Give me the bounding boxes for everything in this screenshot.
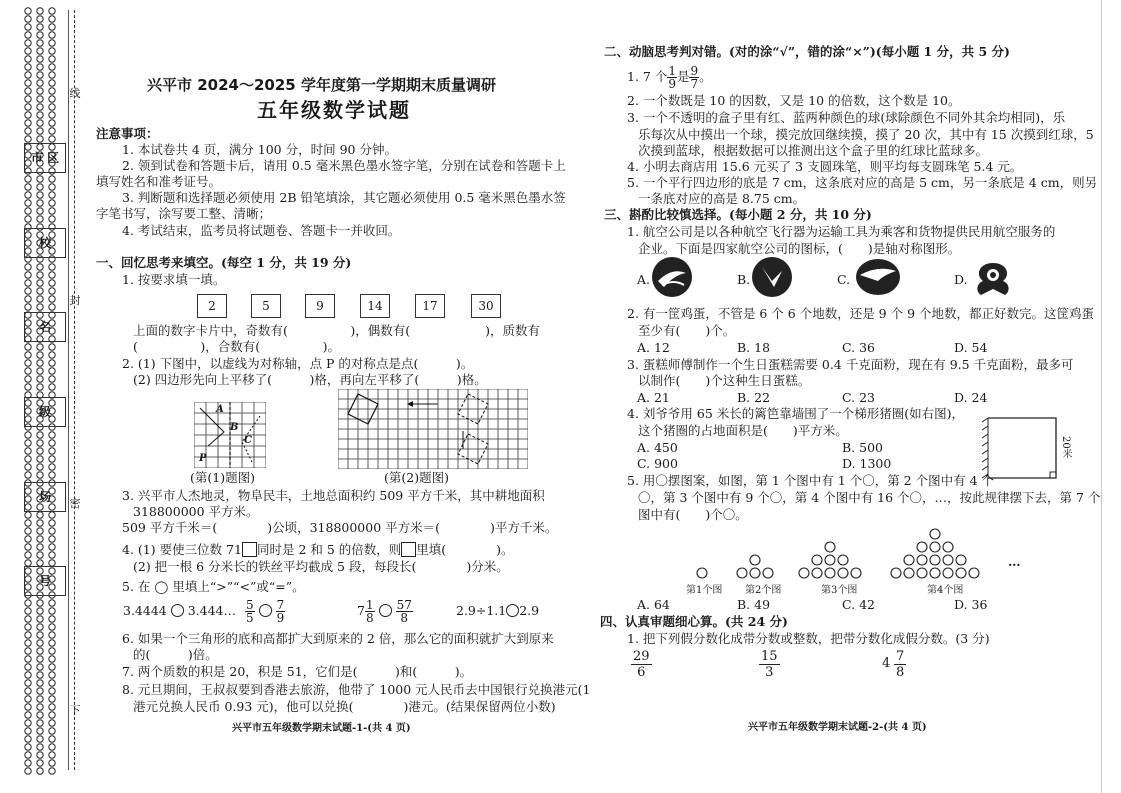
airline-logo-c — [856, 259, 900, 295]
fold-mark-below: 下 — [69, 704, 81, 717]
choice-5-line-1: 5. 用〇摆图案，如图，第 1 个图中有 1 个〇，第 2 个图中有 4 个 — [627, 473, 994, 488]
point-label-c: C — [244, 435, 252, 446]
number-card: 14 — [360, 294, 390, 318]
point-label-p: P — [199, 453, 207, 464]
q4-text-a: 4. (1) 要使三位数 71 — [122, 542, 242, 557]
compare-right-value: 3.444… — [187, 603, 237, 618]
pattern-circle — [943, 555, 953, 565]
figure-1-caption: (第(1)题图) — [190, 470, 255, 485]
option-d[interactable]: D. 24 — [954, 390, 988, 405]
compare-circle[interactable] — [259, 604, 272, 617]
section-1-heading: 一、回忆思考来填空。(每空 1 分，共 19 分) — [96, 255, 352, 270]
pattern-circle — [956, 555, 966, 565]
pattern-circle — [825, 568, 835, 578]
field-exam-room[interactable]: 场 — [24, 482, 66, 512]
compare-right-value: 2.9 — [519, 603, 540, 618]
improper-fraction-2: 15 3 — [761, 649, 778, 680]
section-2-heading: 二、动脑思考判对错。(对的涂“√”，错的涂“×”)(每小题 1 分，共 5 分) — [604, 44, 1010, 59]
fraction: $\frac{9}{7}$ — [690, 64, 699, 91]
compare-left-value: 3.4444 — [123, 603, 167, 618]
q6-line-1: 6. 如果一个三角形的底和高都扩大到原来的 2 倍，那么它的面积就扩大到原来 — [122, 631, 554, 646]
option-a-label[interactable]: A. — [637, 272, 651, 287]
compare-circle[interactable] — [171, 604, 184, 617]
pattern-circle — [943, 542, 953, 552]
q1-line-2: ( )，合数有( )。 — [133, 339, 341, 354]
pattern-circle — [812, 568, 822, 578]
pattern-circle — [812, 555, 822, 565]
number-card: 5 — [251, 294, 281, 318]
circle-pattern-figure — [680, 520, 1020, 584]
q8-line-1: 8. 元旦期间，王叔叔要到香港去旅游，他带了 1000 元人民币去中国银行兑换港元(1 — [122, 682, 591, 697]
option-c[interactable]: C. 42 — [842, 597, 875, 612]
pattern-circle — [956, 568, 966, 578]
judge-2: 2. 一个数既是 10 的因数，又是 10 的倍数，这个数是 10。 — [627, 93, 961, 108]
pattern-circle — [838, 555, 848, 565]
point-label-a: A — [216, 404, 224, 415]
pattern-circle — [917, 568, 927, 578]
judge-5-line-2: 一条底对应的高是 8.75 cm。 — [638, 191, 806, 206]
pattern-circle — [799, 568, 809, 578]
pattern-circle — [838, 568, 848, 578]
option-d[interactable]: D. 1300 — [842, 456, 892, 471]
fraction: $\frac{1}{9}$ — [668, 64, 676, 91]
q7: 7. 两个质数的积是 20，积是 51，它们是( )和( )。 — [122, 664, 473, 679]
option-a[interactable]: A. 450 — [637, 440, 678, 455]
q4-part-1 — [122, 542, 514, 557]
section-3-heading: 三、斟酌比较慎选择。(每小题 2 分，共 10 分) — [604, 207, 872, 222]
option-a[interactable]: A. 12 — [637, 340, 670, 355]
fraction: $\frac{7}{9}$ — [276, 598, 285, 625]
q3-line-2: 318800000 平方米。 — [133, 504, 259, 519]
compare-item-4 — [456, 604, 539, 618]
pattern-circle — [943, 568, 953, 578]
choice-2-line-2: 至少有( )个。 — [638, 323, 736, 338]
compare-item-3 — [357, 598, 413, 624]
fraction: $\frac{57}{8}$ — [396, 598, 412, 625]
pattern-circle — [930, 568, 940, 578]
option-d[interactable]: D. 36 — [954, 597, 988, 612]
q4-text-c: 里填( )。 — [416, 542, 514, 557]
improper-fraction-1: 29 6 — [633, 649, 650, 680]
pattern-circle — [737, 568, 747, 578]
fold-mark-seal: 封 — [69, 294, 81, 307]
option-c[interactable]: C. 900 — [637, 456, 678, 471]
field-district[interactable]: 市 区 — [24, 143, 66, 173]
left-page-footer: 兴平市五年级数学期末试题-1-(共 4 页) — [232, 723, 411, 734]
q6-line-2: 的( )倍。 — [133, 647, 218, 662]
number-card: 9 — [305, 294, 335, 318]
choice-5-line-3: 图中有( )个〇。 — [638, 507, 748, 522]
judge-1: 1. 7 个 $\frac{1}{9}$ 是 $\frac{9}{7}$ 。 — [627, 64, 712, 91]
mixed-whole: 4 — [882, 656, 891, 671]
pattern-caption-1: 第1个图 — [686, 585, 723, 596]
pattern-circle — [891, 568, 901, 578]
note-2-cont: 填写姓名和准考证号。 — [96, 174, 222, 189]
number-card: 17 — [415, 294, 445, 318]
pattern-circle — [750, 555, 760, 565]
choice-5-line-2: 〇，第 3 个图中有 9 个〇，第 4 个图中有 16 个〇，…，按此规律摆下去，第 7 个 — [638, 490, 1101, 505]
digit-box — [242, 542, 257, 557]
q5-prompt: 5. 在 ◯ 里填上“>”“<”或“=”。 — [122, 579, 305, 594]
side-length-label: 20米 — [1060, 436, 1071, 459]
exam-title: 兴平市 2024～2025 学年度第一学期期末质量调研 — [147, 76, 496, 94]
pattern-caption-2: 第2个图 — [745, 585, 782, 596]
option-c-label[interactable]: C. — [837, 272, 851, 287]
choice-3-line-2: 以制作( )个这种生日蛋糕。 — [638, 373, 811, 388]
option-d-label[interactable]: D. — [954, 272, 968, 287]
option-b[interactable]: B. 500 — [842, 440, 883, 455]
field-seat-number[interactable]: 号 — [24, 566, 66, 596]
mixed-whole: 7 — [357, 603, 365, 618]
compare-circle[interactable] — [506, 604, 519, 617]
option-a[interactable]: A. 64 — [637, 597, 670, 612]
judge-3-line-2: 乐每次从中摸出一个球，摸完放回继续摸，摸了 20 次，其中有 15 次摸到红球，5 — [638, 127, 1094, 142]
choice-4-line-2: 这个猪圈的占地面积是( )平方米。 — [638, 423, 848, 438]
field-class[interactable]: 级 — [24, 397, 66, 427]
compare-left-value: 2.9÷1.1 — [456, 603, 507, 618]
option-c[interactable]: C. 23 — [842, 390, 875, 405]
airline-logo-d — [969, 259, 1017, 299]
pattern-circle — [930, 542, 940, 552]
option-d[interactable]: D. 54 — [954, 340, 988, 355]
pattern-circle — [930, 555, 940, 565]
pattern-caption-4: 第4个图 — [927, 585, 964, 596]
right-page — [580, 0, 1121, 793]
pattern-circle — [904, 555, 914, 565]
q1-prompt: 1. 按要求填一填。 — [122, 272, 226, 287]
judge-4: 4. 小明去商店用 15.6 元买了 3 支圆珠笔，则平均每支圆珠笔 5.4 元。 — [627, 159, 1023, 174]
pattern-circle — [930, 529, 940, 539]
q3-line-3: 509 平方千米＝( )公顷，318800000 平方米＝( )平方千米。 — [122, 520, 558, 535]
pattern-circle — [763, 568, 773, 578]
pattern-circle — [825, 555, 835, 565]
field-school[interactable]: 校 — [24, 228, 66, 258]
compare-item-1 — [123, 604, 236, 618]
subject-title: 五年级数学试题 — [257, 98, 411, 122]
pattern-circle — [750, 568, 760, 578]
point-label-b: B — [230, 422, 239, 433]
choice-1-line-2: 企业。下面是四家航空公司的图标，( )是轴对称图形。 — [638, 241, 961, 256]
pattern-circle — [969, 568, 979, 578]
fold-mark-line: 线 — [69, 87, 81, 100]
option-b-label[interactable]: B. — [737, 272, 751, 287]
notes-heading: 注意事项： — [96, 126, 159, 141]
pattern-circle — [697, 568, 707, 578]
figure-2-caption: (第(2)题图) — [384, 470, 449, 485]
q2-part-1: 2. (1) 下图中，以虚线为对称轴，点 P 的对称点是点( )。 — [122, 356, 474, 371]
compare-item-2 — [245, 598, 285, 624]
calc-q1-prompt: 1. 把下列假分数化成带分数或整数，把带分数化成假分数。(3 分) — [627, 631, 990, 646]
q4-part-2: (2) 把一根 6 分米长的铁丝平均截成 5 段，每段长( )分米。 — [133, 559, 509, 574]
judge-5-line-1: 5. 一个平行四边形的底是 7 cm，这条底对应的高是 5 cm，另一条底是 4 cm，则另 — [627, 175, 1098, 190]
choice-1-line-1: 1. 航空公司是以各种航空飞行器为运输工具为乘客和货物提供民用航空服务的 — [627, 224, 1056, 239]
right-page-footer: 兴平市五年级数学期末试题-2-(共 4 页) — [748, 722, 927, 733]
pattern-circle — [825, 542, 835, 552]
digit-box — [401, 542, 416, 557]
fold-mark-secret: 密 — [69, 497, 81, 510]
note-2: 2. 领到试卷和答题卡后，请用 0.5 毫米黑色墨水签字笔，分别在试卷和答题卡上 — [122, 158, 566, 173]
pattern-circle — [904, 568, 914, 578]
option-c[interactable]: C. 36 — [842, 340, 875, 355]
number-card: 2 — [197, 294, 227, 318]
compare-circle[interactable] — [379, 604, 392, 617]
option-b[interactable]: B. 22 — [737, 390, 771, 405]
pattern-caption-3: 第3个图 — [821, 585, 858, 596]
note-3: 3. 判断题和选择题必须使用 2B 铅笔填涂，其它题必须使用 0.5 毫米黑色墨水签 — [122, 190, 566, 205]
pattern-ellipsis: … — [1008, 554, 1021, 569]
pattern-circle — [917, 542, 927, 552]
fraction: $\frac{5}{5}$ — [246, 598, 254, 625]
mixed-fraction-part: 7 8 — [896, 649, 905, 680]
airline-logo-a — [652, 257, 692, 297]
choice-3-line-1: 3. 蛋糕师傅制作一个生日蛋糕需要 0.4 千克面粉，现在有 9.5 千克面粉，最多可 — [627, 357, 1074, 372]
q1-line-1: 上面的数字卡片中，奇数有( )，偶数有( )，质数有 — [133, 323, 541, 338]
translation-grid-figure — [338, 389, 528, 469]
fraction: $\frac{1}{8}$ — [365, 598, 374, 625]
pattern-circle — [917, 555, 927, 565]
note-4: 4. 考试结束，监考员将试题卷、答题卡一并收回。 — [122, 223, 401, 238]
q4-text-b: 同时是 2 和 5 的倍数，则 — [256, 542, 402, 557]
judge-3-line-1: 3. 一个不透明的盒子里有红、蓝两种颜色的球(球除颜色不同外其余均相同)，乐 — [627, 110, 1066, 125]
q3-line-1: 3. 兴平市人杰地灵，物阜民丰，土地总面积约 509 平方千米，其中耕地面积 — [122, 488, 545, 503]
pattern-circle — [851, 568, 861, 578]
choice-4-line-1: 4. 刘爷爷用 65 米长的篱笆靠墙围了一个梯形猪圈(如右图)， — [627, 406, 965, 421]
option-a[interactable]: A. 21 — [637, 390, 670, 405]
option-b[interactable]: B. 18 — [737, 340, 771, 355]
number-card: 30 — [471, 294, 501, 318]
option-b[interactable]: B. 49 — [737, 597, 771, 612]
choice-2-line-1: 2. 有一筐鸡蛋，不管是 6 个 6 个地数，还是 9 个 9 个地数，都正好数完。这筐鸡蛋 — [627, 306, 1094, 321]
note-1: 1. 本试卷共 4 页，满分 100 分，时间 90 分钟。 — [122, 142, 397, 157]
note-3-cont: 字笔书写，涂写要工整、清晰； — [96, 206, 272, 221]
airline-logo-b — [752, 257, 792, 297]
judge-3-line-3: 次摸到蓝球，根据数据可以推测出这个盒子里的红球比蓝球多。 — [638, 143, 989, 158]
q8-line-2: 港元兑换人民币 0.93 元)，他可以兑换( )港元。(结果保留两位小数) — [133, 699, 556, 714]
q2-part-2: (2) 四边形先向上平移了( )格，再向左平移了( )格。 — [133, 372, 487, 387]
section-4-heading: 四、认真审题细心算。(共 24 分) — [600, 614, 788, 629]
field-name[interactable]: 名 — [24, 312, 66, 342]
page-right-edge — [1101, 0, 1102, 793]
